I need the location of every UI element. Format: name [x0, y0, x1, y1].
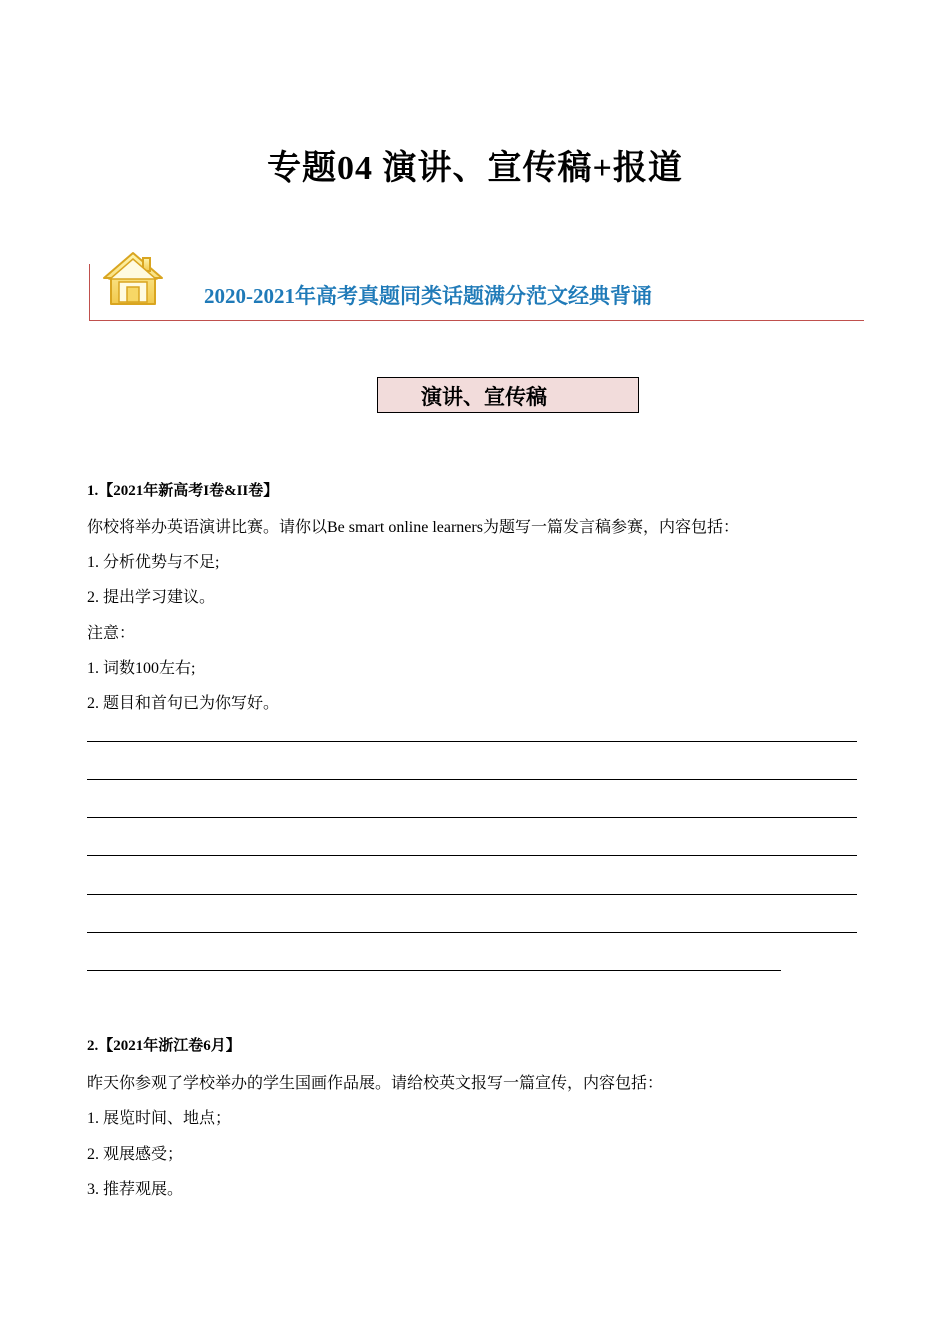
question-2-prompt: 昨天你参观了学校举办的学生国画作品展。请给校英文报写一篇宣传，内容包括： [87, 1075, 664, 1092]
page-title: 专题04 演讲、宣传稿+报道 [267, 150, 683, 187]
question-1-heading: 1.【2021年新高考I卷&II卷】 [87, 483, 279, 499]
answer-line[interactable] [87, 894, 857, 895]
question-1-item: 1. 分析优势与不足; [87, 554, 220, 571]
section-label: 演讲、宣传稿 [421, 385, 547, 409]
question-1-item: 1. 词数100左右; [87, 660, 196, 677]
answer-line[interactable] [87, 741, 857, 742]
question-1-item: 注意： [87, 625, 136, 642]
question-1-item: 2. 提出学习建议。 [87, 589, 216, 606]
question-1-prompt: 你校将举办英语演讲比赛。请你以Be smart online learners为题写一篇发言稿参赛，内容包括： [87, 519, 739, 536]
answer-line[interactable] [87, 817, 857, 818]
question-2-heading: 2.【2021年浙江卷6月】 [87, 1038, 241, 1054]
house-icon [101, 250, 165, 308]
section-banner [89, 250, 864, 321]
answer-line[interactable] [87, 779, 857, 780]
banner-text: 2020-2021年高考真题同类话题满分范文经典背诵 [204, 284, 652, 308]
question-2-item: 1. 展览时间、地点； [87, 1110, 232, 1127]
answer-line[interactable] [87, 855, 857, 856]
question-2-item: 3. 推荐观展。 [87, 1181, 184, 1198]
banner-underline [89, 320, 864, 321]
question-2-item: 2. 观展感受； [87, 1146, 184, 1163]
section-label-box [377, 377, 639, 413]
banner-left-border [89, 264, 90, 321]
answer-line[interactable] [87, 970, 781, 971]
question-1-item: 2. 题目和首句已为你写好。 [87, 695, 280, 712]
answer-line[interactable] [87, 932, 857, 933]
